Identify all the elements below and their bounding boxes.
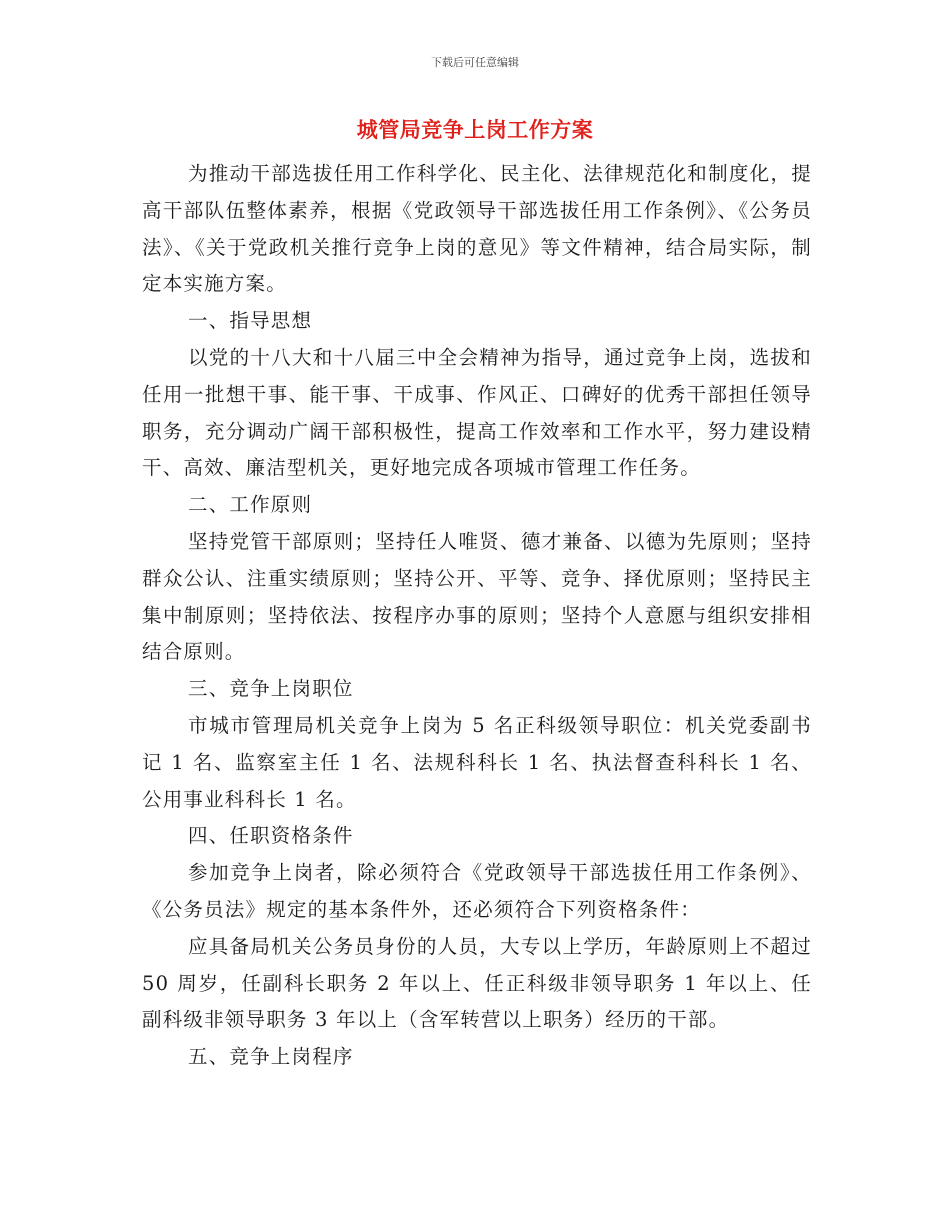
section-heading-procedure: 五、竞争上岗程序 — [188, 1045, 354, 1069]
document-title: 城管局竞争上岗工作方案 — [356, 117, 594, 142]
section-paragraph: 坚持党管干部原则；坚持任人唯贤、德才兼备、以德为先原则；坚持群众公认、注重实绩原则；坚持公开、平等、竞争、择优原则；坚持民主集中制原则；坚持依法、按程序办事的原则；坚持个人意愿与组织安排相结合原则。 — [142, 529, 812, 664]
section-paragraph: 市城市管理局机关竞争上岗为 5 名正科级领导职位：机关党委副书记 1 名、监察室主任 1 名、法规科科长 1 名、执法督查科科长 1 名、公用事业科科长 1 名。 — [142, 713, 812, 811]
page-header-note: 下载后可任意编辑 — [431, 56, 519, 69]
section-heading-work-principles: 二、工作原则 — [188, 493, 313, 517]
section-paragraph: 参加竞争上岗者，除必须符合《党政领导干部选拔任用工作条例》、《公务员法》规定的基本条件外，还必须符合下列资格条件： — [142, 861, 812, 921]
section-heading-qualifications: 四、任职资格条件 — [188, 824, 354, 848]
section-heading-guiding-ideology: 一、指导思想 — [188, 309, 313, 333]
section-heading-positions: 三、竞争上岗职位 — [188, 677, 354, 701]
section-paragraph: 以党的十八大和十八届三中全会精神为指导，通过竞争上岗，选拔和任用一批想干事、能干事、干成事、作风正、口碑好的优秀干部担任领导职务，充分调动广阔干部积极性，提高工作效率和工作水平，努力建设精干、高效、廉洁型机关，更好地完成各项城市管理工作任务。 — [142, 345, 812, 480]
document-body — [142, 156, 812, 1076]
intro-paragraph: 为推动干部选拔任用工作科学化、民主化、法律规范化和制度化，提高干部队伍整体素养，根据《党政领导干部选拔任用工作条例》、《公务员法》、《关于党政机关推行竞争上岗的意见》等文件精神，结合局实际，制定本实施方案。 — [142, 162, 812, 296]
section-paragraph: 应具备局机关公务员身份的人员，大专以上学历，年龄原则上不超过 50 周岁，任副科长职务 2 年以上、任正科级非领导职务 1 年以上、任副科级非领导职务 3 年以上（含军转营以上职务）经历的干部。 — [142, 934, 812, 1032]
